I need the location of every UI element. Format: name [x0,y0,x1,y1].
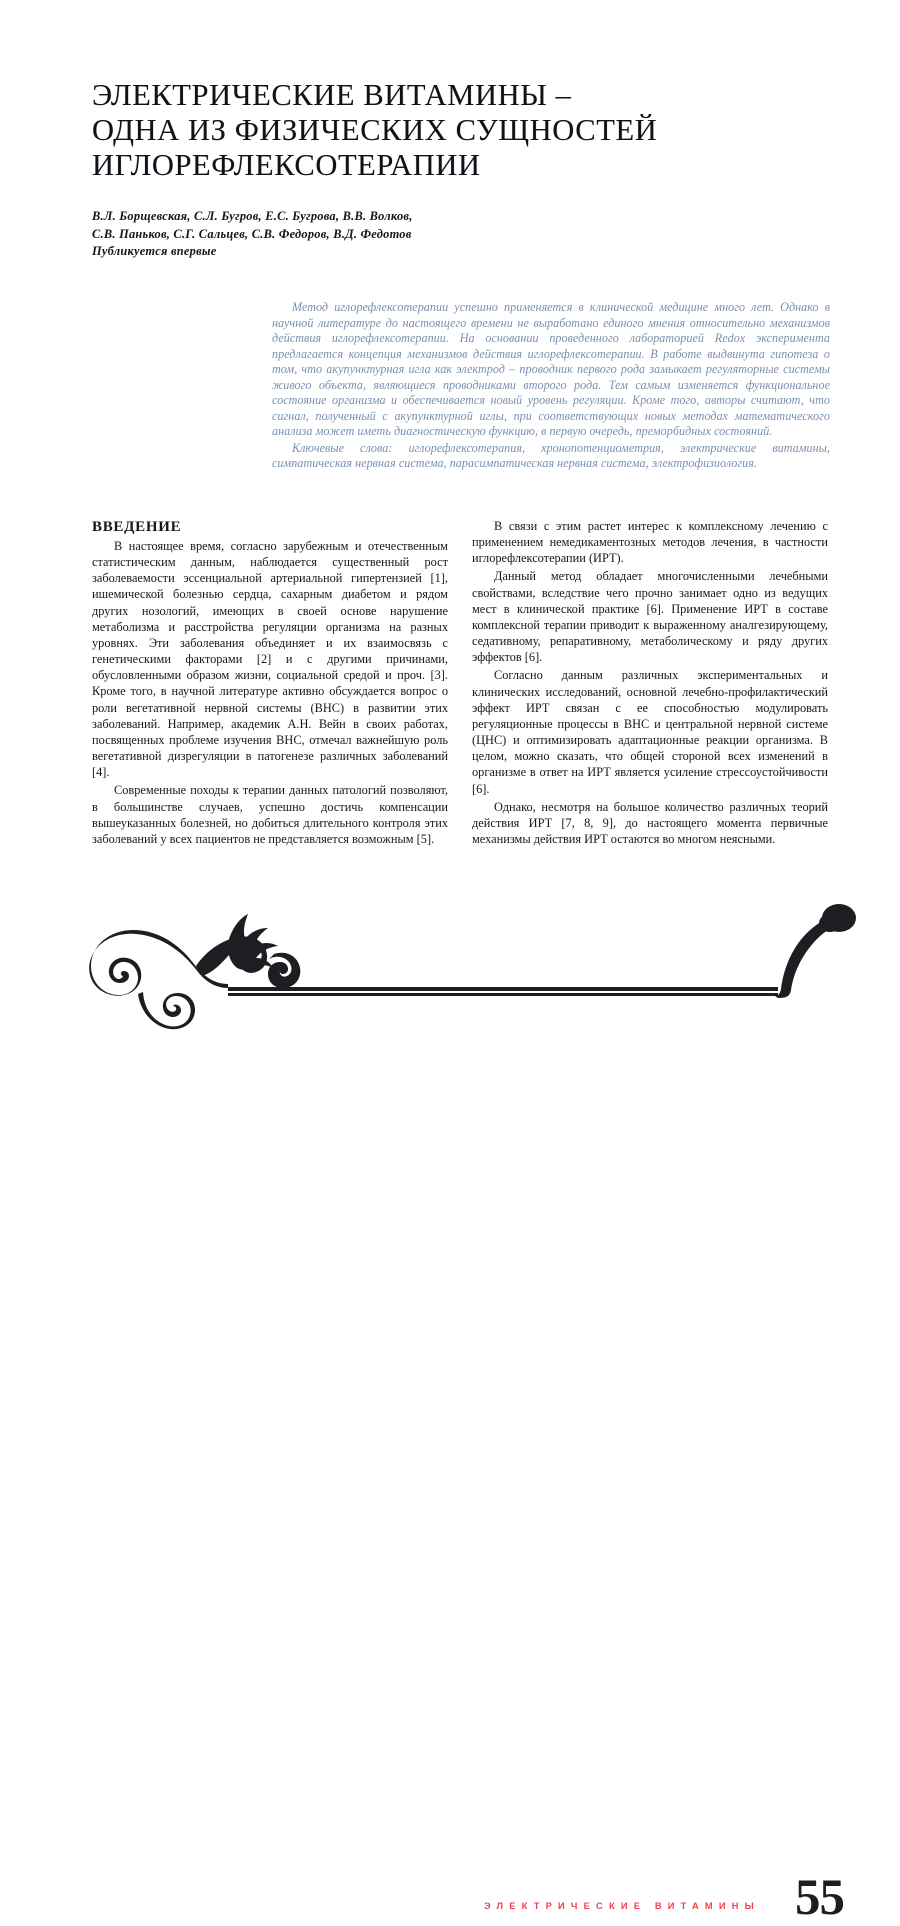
title-line-2: ОДНА ИЗ ФИЗИЧЕСКИХ СУЩНОСТЕЙ [92,113,658,147]
abstract [272,300,830,472]
page-number: 55 [795,1870,844,1926]
body-column-left [92,518,448,847]
body-column-right [472,518,828,847]
title-line-1: ЭЛЕКТРИЧЕСКИЕ ВИТАМИНЫ – [92,78,572,112]
page-footer [0,906,900,1926]
body-paragraph: Современные походы к терапии данных патологий позволяют, в большинстве случаев, успешно достичь компенсации вышеуказанных болезней, но добиться длительного контроля этих заболеваний у всех пациентов не представляется возможным [5]. [92,783,448,846]
authors-line-2: С.В. Паньков, С.Г. Сальцев, С.В. Федоров, В.Д. Федотов [92,226,412,241]
page-title [92,78,792,183]
body-paragraph: Однако, несмотря на большое количество различных теорий действия ИРТ [7, 8, 9], до настоящего момента первичные механизмы действия ИРТ остаются во многом неясными. [472,799,828,846]
author-list [92,208,612,261]
body-paragraph: Данный метод обладает многочисленными лечебными свойствами, вследствие чего прочно занимает одно из ведущих мест в клинической практике [6]. Применение ИРТ в составе комплексной терапии приводит к выраженному аналгезирующему, седативному, репаративному, метаболическому и ряду других эффектов [6]. [472,569,828,665]
publication-note: Публикуется впервые [92,244,217,258]
authors-line-1: В.Л. Борщевская, С.Л. Бугров, Е.С. Бугрова, В.В. Волков, [92,209,413,223]
body-paragraph: В связи с этим растет интерес к комплексному лечению с применением немедикаментозных методов лечения, в частности иглорефлексотерапии (ИРТ). [472,519,828,566]
running-title: ЭЛЕКТРИЧЕСКИЕ ВИТАМИНЫ [484,1901,760,1911]
section-heading-introduction: ВВЕДЕНИЕ [92,519,182,535]
body-paragraph: В настоящее время, согласно зарубежным и отечественным статистическим данным, наблюдается существенный рост заболеваемости эссенциальной артериальной гипертензией [1], ишемической болезнью сердца, сахарным диабетом и рядом других нозологий, имеющих в своей основе нарушение метаболизма и расстройства регуляции организма на разных уровнях. Эти заболевания объединяет и их взаимосвязь с генетическими факторами [2] и с другими причинами, обусловленными образом жизни, социальной средой и проч. [3]. Кроме того, в научной литературе активно обсуждается вопрос о роли вегетативной нервной системы (ВНС) в развитии этих заболеваний. Например, академик А.Н. Вейн в своих работах, посвященных проблеме изучения ВНС, отмечал важнейшую роль вегетативной дизрегуляции в патогенезе различных заболеваний [4]. [92,539,448,780]
abstract-keywords: Ключевые слова: иглорефлексотерапия, хронопотенциометрия, электрические витамины, симпатическая нервная система, парасимпатическая нервная система, электрофизиология. [272,440,830,471]
title-line-3: ИГЛОРЕФЛЕКСОТЕРАПИИ [92,148,481,182]
body-paragraph: Согласно данным различных экспериментальных и клинических исследований, основной лечебно-профилактический эффект ИРТ связан с ее способностью модулировать регуляционные процессы в ВНС и центральной нервной системе (ЦНС) и оптимизировать адаптационные реакции организма. В целом, можно сказать, что общей стороной всех изменений в организме в ответ на ИРТ является усиление стрессоустойчивости [6]. [472,668,828,796]
abstract-paragraph: Метод иглорефлексотерапии успешно применяется в клинической медицине много лет. Однако в научной литературе до настоящего времени не выработано единого мнения относительно механизмов действия иглорефлексотерапии. На основании проведенного лабораторией Redox эксперимента предлагается концепция механизмов действия иглорефлексотерапии. В работе выдвинута гипотеза о том, что акупунктурная игла как электрод – проводник первого рода замыкает регуляторные системы живого объекта, являющиеся проводниками второго рода. Тем самым изменяется функциональное состояние организма и обеспечивается новый уровень регуляции. Кроме того, авторы считают, что сигнал, полученный с акупунктурной иглы, при соответствующих новых методах математического анализа может иметь диагностическую функцию, в первую очередь, преморбидных состояний. [272,300,830,439]
flourish-ornament-icon [78,906,858,1038]
